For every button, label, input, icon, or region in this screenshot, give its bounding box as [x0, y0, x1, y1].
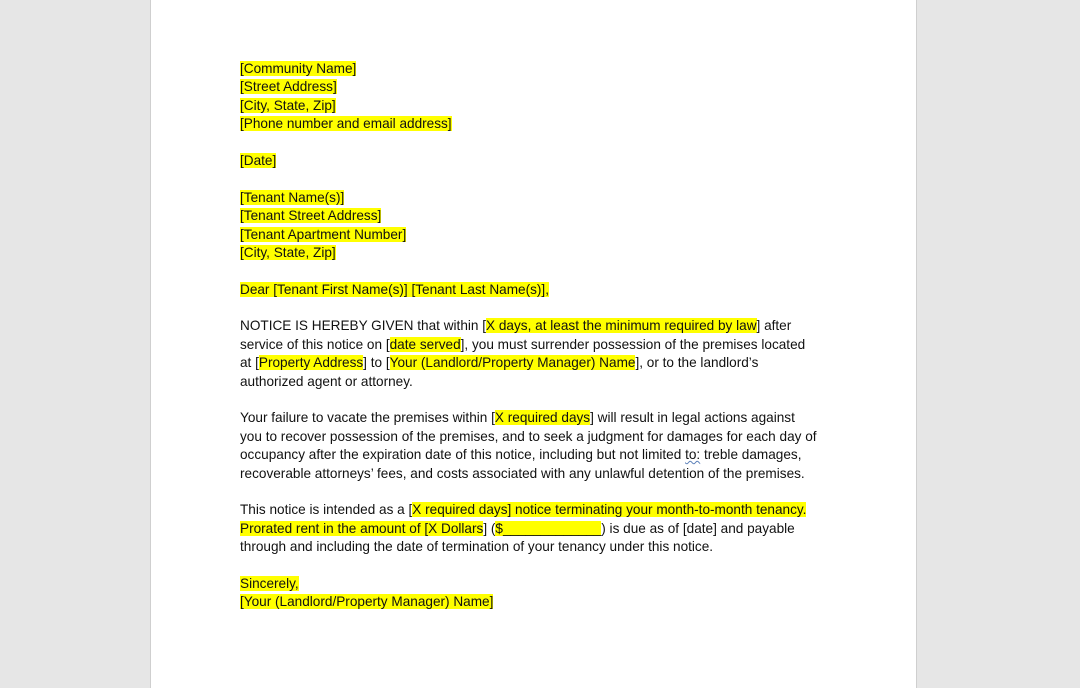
date-field: [Date]	[240, 152, 277, 168]
community-name: [Community Name]	[240, 61, 357, 76]
tenant-block-line	[240, 189, 840, 207]
termination-paragraph: This notice is intended as a [X required days] notice terminating your month-to-month tenancy. Prorated rent in the amount of [X Dollars] ($_____________) is due as of [date] and payable through and including the date of termination of your tenancy under this notice.	[240, 502, 807, 555]
sender-block-line	[240, 78, 840, 96]
street-address: [Street Address]	[240, 79, 337, 95]
date-line	[240, 152, 840, 170]
salutation-text: Dear [Tenant First Name(s)] [Tenant Last Name(s)],	[240, 281, 549, 297]
notice-paragraph: NOTICE IS HEREBY GIVEN that within [X days, at least the minimum required by law] after service of this notice on [date served], you must surrender possession of the premises located at [Property Address] to [Your (Landlord/Property Manager) Name], or to the landlord’s authorized agent or attorney.	[240, 318, 806, 389]
landlord-name-field: Your (Landlord/Property Manager) Name	[389, 355, 636, 371]
tenant-name: [Tenant Name(s)]	[240, 189, 345, 205]
phone-email: [Phone number and email address]	[240, 116, 452, 132]
signature-line	[240, 593, 840, 611]
date-served-field: date served	[389, 336, 461, 352]
grammar-flag[interactable]: to:	[685, 447, 701, 463]
document-page	[150, 0, 917, 688]
tenant-block-line	[240, 226, 840, 244]
sender-block-line	[240, 97, 840, 115]
property-address-field: Property Address	[258, 355, 364, 371]
tenant-block-line	[240, 244, 840, 262]
prorated-rent-field: Prorated rent in the amount of [X Dollars	[240, 520, 484, 536]
salutation	[240, 281, 840, 299]
tenant-apartment: [Tenant Apartment Number]	[240, 226, 407, 242]
sender-block-line	[240, 115, 840, 133]
closing-line	[240, 575, 840, 593]
tenant-city-state-zip: [City, State, Zip]	[240, 244, 336, 260]
sender-block-line	[240, 60, 840, 78]
days-field: X days, at least the minimum required by law	[486, 318, 757, 334]
tenant-block-line	[240, 207, 840, 225]
letter-body	[240, 60, 840, 612]
tenant-street-address: [Tenant Street Address]	[240, 208, 382, 224]
signature-name: [Your (Landlord/Property Manager) Name]	[240, 594, 494, 610]
failure-paragraph: Your failure to vacate the premises within [X required days] will result in legal actions against you to recover possession of the premises, and to seek a judgment for damages for each day of occupancy after the expiration date of this notice, including but not limited to: treble damages, recoverable attorneys’ fees, and costs associated with any unlawful detention of the premises.	[240, 410, 817, 481]
notice-term-field: X required days] notice terminating your month-to-month tenancy.	[412, 502, 807, 518]
dollar-amount-blank: $_____________	[495, 520, 602, 536]
required-days-field: X required days	[494, 410, 591, 426]
sincerely-text: Sincerely,	[240, 575, 299, 591]
city-state-zip: [City, State, Zip]	[240, 97, 336, 113]
